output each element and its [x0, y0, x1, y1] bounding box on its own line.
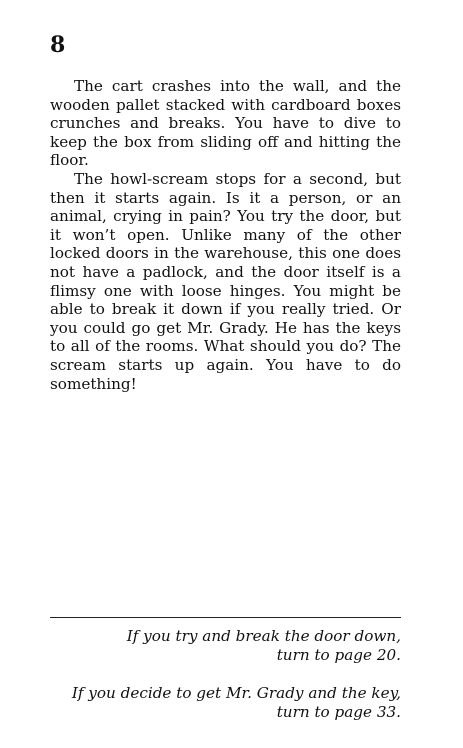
choices-section: [50, 627, 401, 741]
choice-get-mr-grady: [50, 684, 401, 722]
choice-break-door: [50, 627, 401, 665]
story-text: [50, 77, 401, 393]
choice-condition: If you decide to get Mr. Grady and the key,: [71, 684, 401, 702]
story-paragraph-1: The cart crashes into the wall, and the wooden pallet stacked with cardboard boxes crunches and breaks. You have to dive to keep the box from sliding off and hitting the floor.: [50, 77, 401, 170]
story-paragraph-2: The howl-scream stops for a second, but then it starts again. Is it a person, or an animal, crying in pain? You try the door, but it won’t open. Unlike many of the other locked doors in the warehouse, this one does not have a padlock, and the door itself is a flimsy one with loose hinges. You might be able to break it down if you really tried. Or you could go get Mr. Grady. He has the keys to all of the rooms. What should you do? The scream starts up again. You have to do something!: [50, 169, 401, 393]
choice-target: turn to page 20.: [276, 646, 401, 664]
choices-divider: [50, 617, 401, 618]
page-number: 8: [50, 32, 66, 58]
choice-condition: If you try and break the door down,: [126, 627, 401, 645]
choice-target: turn to page 33.: [276, 703, 401, 721]
